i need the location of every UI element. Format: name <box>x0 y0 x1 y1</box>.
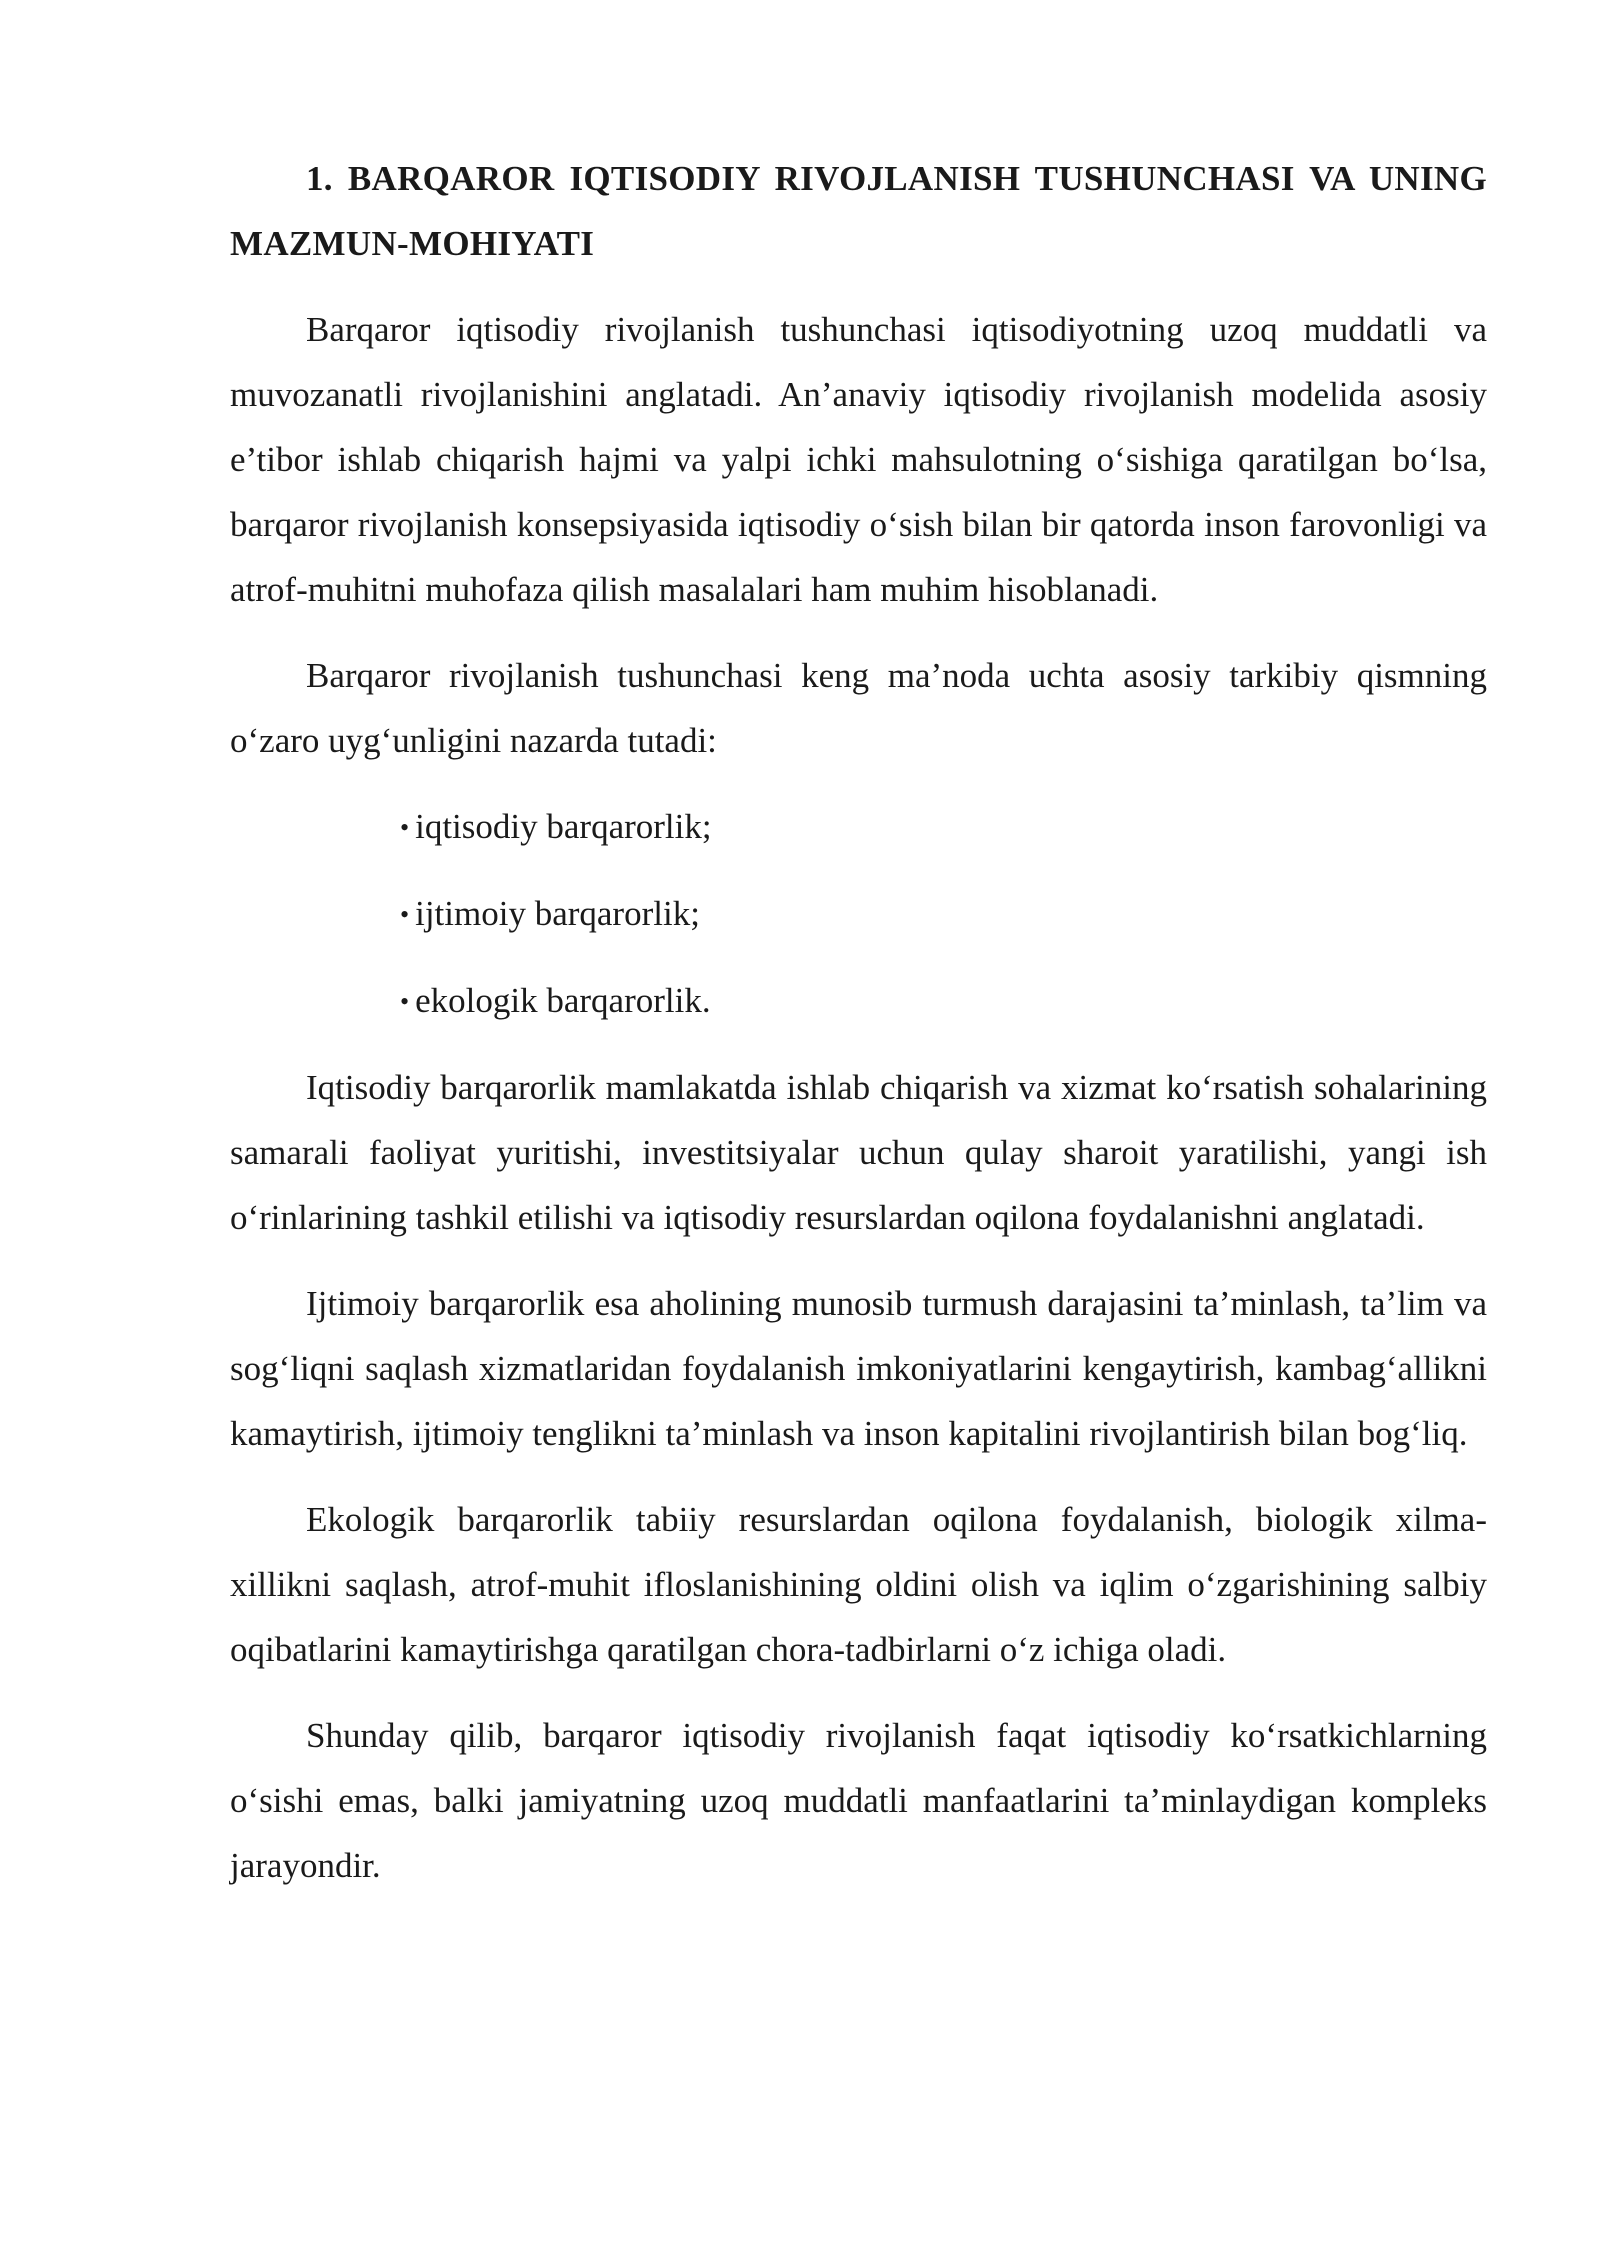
list-item-text: iqtisodiy barqarorlik; <box>415 807 712 846</box>
list-item <box>400 881 1487 947</box>
paragraph-economic-sustainability: Iqtisodiy barqarorlik mamlakatda ishlab chiqarish va xizmat ko‘rsatish sohalarining samarali faoliyat yuritishi, investitsiyalar uchun qulay sharoit yaratilishi, yangi ish o‘rinlarining tashkil etilishi va iqtisodiy resurslardan oqilona foydalanishni anglatadi. <box>230 1068 1487 1237</box>
document-page <box>230 146 1487 1919</box>
paragraph-definition: Barqaror iqtisodiy rivojlanish tushunchasi iqtisodiyotning uzoq muddatli va muvozanatli rivojlanishini anglatadi. An’anaviy iqtisodiy rivojlanish modelida asosiy e’tibor ishlab chiqarish hajmi va yalpi ichki mahsulotning o‘sishiga qaratilgan bo‘lsa, barqaror rivojlanish konsepsiyasida iqtisodiy o‘sish bilan bir qatorda inson farovonligi va atrof-muhitni muhofaza qilish masalalari ham muhim hisoblanadi. <box>230 310 1487 609</box>
section-heading: 1. BARQAROR IQTISODIY RIVOJLANISH TUSHUNCHASI VA UNING MAZMUN-MOHIYATI <box>230 159 1487 263</box>
list-item <box>400 968 1487 1034</box>
list-item <box>400 794 1487 860</box>
bullet-icon: • <box>400 900 410 929</box>
paragraph-social-sustainability: Ijtimoiy barqarorlik esa aholining munosib turmush darajasini ta’minlash, ta’lim va sog‘liqni saqlash xizmatlaridan foydalanish imkoniyatlarini kengaytirish, kambag‘allikni kamaytirish, ijtimoiy tenglikni ta’minlash va inson kapitalini rivojlantirish bilan bog‘liq. <box>230 1284 1487 1453</box>
components-list <box>230 794 1487 1034</box>
list-item-text: ijtimoiy barqarorlik; <box>415 894 700 933</box>
paragraph-ecological-sustainability: Ekologik barqarorlik tabiiy resurslardan oqilona foydalanish, biologik xilma-xillikni saqlash, atrof-muhit ifloslanishining oldini olish va iqlim o‘zgarishining salbiy oqibatlarini kamaytirishga qaratilgan chora-tadbirlarni o‘z ichiga oladi. <box>230 1500 1487 1669</box>
list-item-text: ekologik barqarorlik. <box>415 981 711 1020</box>
bullet-icon: • <box>400 987 410 1016</box>
bullet-icon: • <box>400 813 410 842</box>
paragraph-components-intro: Barqaror rivojlanish tushunchasi keng ma’noda uchta asosiy tarkibiy qismning o‘zaro uyg‘unligini nazarda tutadi: <box>230 656 1487 760</box>
paragraph-conclusion: Shunday qilib, barqaror iqtisodiy rivojlanish faqat iqtisodiy ko‘rsatkichlarning o‘sishi emas, balki jamiyatning uzoq muddatli manfaatlarini ta’minlaydigan kompleks jarayondir. <box>230 1716 1487 1885</box>
